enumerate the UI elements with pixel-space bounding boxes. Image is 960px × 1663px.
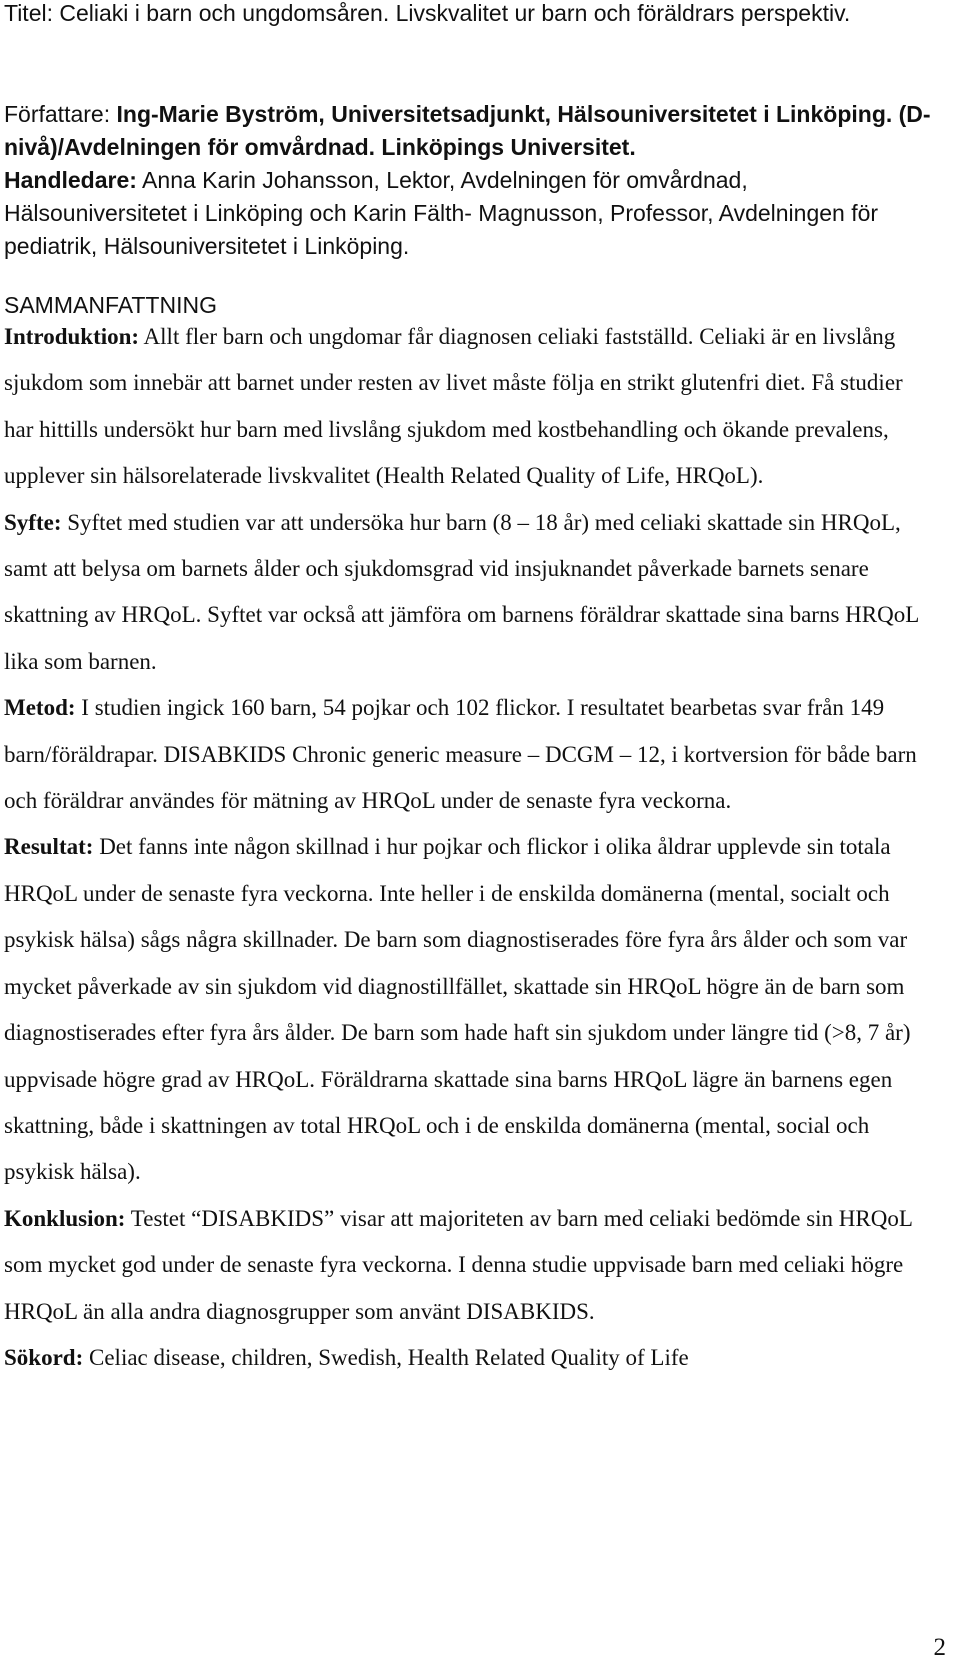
keywords-paragraph: [4, 1335, 934, 1381]
aim-label: Syfte:: [4, 509, 62, 535]
keywords-label: Sökord:: [4, 1344, 84, 1370]
supervisors-label: Handledare:: [4, 167, 137, 193]
supervisors-text: Anna Karin Johansson, Lektor, Avdelningen för omvårdnad, Hälsouniversitetet i Linköping och Karin Fälth- Magnusson, Professor, Avdelningen för pediatrik, Hälsouniversitetet i Linköping.: [4, 167, 879, 259]
conclusion-text: Testet “DISABKIDS” visar att majoriteten av barn med celiaki bedömde sin HRQoL som mycket god under de senaste fyra veckorna. I denna studie uppvisade barn med celiaki högre HRQoL än alla andra diagnosgrupper som använt DISABKIDS.: [4, 1205, 913, 1324]
aim-paragraph: [4, 500, 934, 686]
conclusion-label: Konklusion:: [4, 1205, 126, 1231]
page-number: 2: [933, 1634, 946, 1661]
results-paragraph: [4, 824, 934, 1195]
title-text: Celiaki i barn och ungdomsåren. Livskvalitet ur barn och föräldrars perspektiv.: [53, 0, 851, 26]
conclusion-paragraph: [4, 1196, 934, 1335]
aim-text: Syftet med studien var att undersöka hur barn (8 – 18 år) med celiaki skattade sin HRQoL, samt att belysa om barnets ålder och sjukdomsgrad vid insjuknandet påverkade barnets senare skattning av HRQoL. Syftet var också att jämföra om barnens föräldrar skattade sina barns HRQoL lika som barnen.: [4, 509, 919, 674]
abstract-body: [4, 314, 934, 1381]
method-label: Metod:: [4, 695, 76, 721]
introduction-paragraph: [4, 314, 934, 500]
method-paragraph: [4, 685, 934, 824]
document-title: [4, 0, 934, 30]
title-label: Titel:: [4, 0, 53, 26]
results-label: Resultat:: [4, 834, 94, 860]
method-text: I studien ingick 160 barn, 54 pojkar och 102 flickor. I resultatet bearbetas svar från 149 barn/föräldrapar. DISABKIDS Chronic generic measure – DCGM – 12, i kortversion för både barn och föräldrar användes för mätning av HRQoL under de senaste fyra veckorna.: [4, 695, 917, 814]
introduction-text: Allt fler barn och ungdomar får diagnosen celiaki fastställd. Celiaki är en livslång sjukdom som innebär att barnet under resten av livet måste följa en strikt glutenfri diet. Få studier har hittills undersökt hur barn med livslång sjukdom med kostbehandling och ökande prevalens, upplever sin hälsorelaterade livskvalitet (Health Related Quality of Life, HRQoL).: [4, 324, 903, 489]
introduction-label: Introduktion:: [4, 324, 140, 349]
author-info: [4, 98, 934, 263]
keywords-text: Celiac disease, children, Swedish, Health Related Quality of Life: [83, 1344, 689, 1370]
results-text: Det fanns inte någon skillnad i hur pojkar och flickor i olika åldrar upplevde sin totala HRQoL under de senaste fyra veckorna. Inte heller i de enskilda domänerna (mental, socialt och psykisk hälsa) sågs några skillnader. De barn som diagnostiserades före fyra års ålder och som var mycket påverkade av sin sjukdom vid diagnostillfället, skattade sin HRQoL högre än de barn som diagnostiserades efter fyra års ålder. De barn som hade haft sin sjukdom under längre tid (>8, 7 år) uppvisade högre grad av HRQoL. Föräldrarna skattade sina barns HRQoL lägre än barnens egen skattning, både i skattningen av total HRQoL och i de enskilda domänerna (mental, social och psykisk hälsa).: [4, 834, 911, 1185]
summary-heading: SAMMANFATTNING: [4, 292, 217, 318]
authors-label: Författare:: [4, 101, 111, 127]
authors-text: Ing-Marie Byström, Universitetsadjunkt, Hälsouniversitetet i Linköping. (D-nivå)/Avdelningen för omvårdnad. Linköpings Universitet.: [4, 101, 931, 160]
